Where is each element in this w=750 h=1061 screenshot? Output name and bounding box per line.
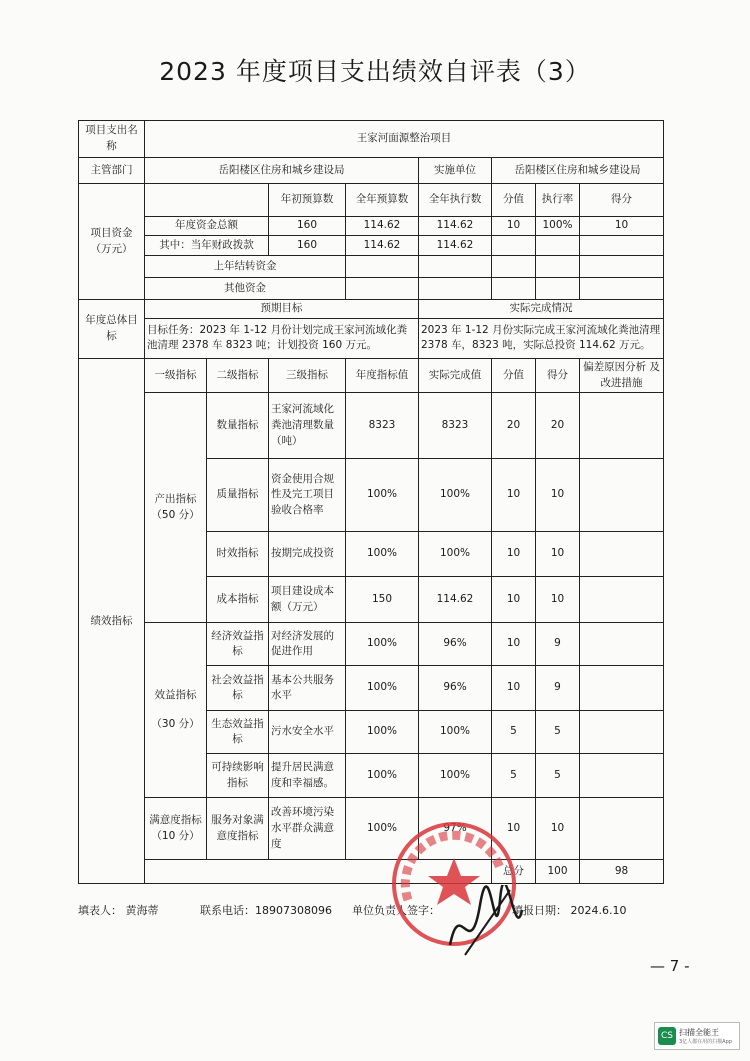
perf-l3: 资金使用合规性及完工项目验收合格率	[269, 459, 346, 532]
perf-score: 9	[536, 623, 580, 666]
funds-cell: 10	[492, 217, 536, 236]
perf-header: 得分	[536, 358, 580, 393]
phone: 联系电话：18907308096	[200, 904, 332, 917]
funds-header: 得分	[580, 184, 664, 217]
perf-weight: 10	[492, 666, 536, 711]
perf-score: 10	[536, 532, 580, 577]
perf-l2: 可持续影响指标	[207, 754, 269, 798]
funds-cell: 114.62	[346, 217, 419, 236]
perf-weight: 10	[492, 623, 536, 666]
perf-actual: 8323	[419, 393, 492, 459]
perf-actual: 97%	[419, 798, 492, 860]
goals-expected: 目标任务：2023 年 1-12 月份计划完成王家河流域化粪池清理 2378 车 8323 吨；计划投资 160 万元。	[145, 318, 419, 358]
perf-weight: 10	[492, 577, 536, 623]
perf-header: 实际完成值	[419, 358, 492, 393]
perf-l3: 改善环境污染水平群众满意度	[269, 798, 346, 860]
perf-target: 100%	[346, 711, 419, 754]
perf-score: 10	[536, 459, 580, 532]
perf-score: 10	[536, 577, 580, 623]
perf-l3: 基本公共服务水平	[269, 666, 346, 711]
filler: 填表人： 黄海蒂	[78, 904, 159, 917]
perf-header: 三级指标	[269, 358, 346, 393]
project-name: 王家河面源整治项目	[145, 121, 664, 158]
perf-label: 绩效指标	[79, 358, 145, 884]
perf-header: 偏差原因分析 及改进措施	[580, 358, 664, 393]
perf-l2: 质量指标	[207, 459, 269, 532]
handwritten-signature-icon	[440, 885, 530, 965]
perf-l3: 王家河流域化粪池清理数量（吨）	[269, 393, 346, 459]
watermark-subtext: 3亿人都在用的扫描App	[679, 1039, 732, 1045]
perf-score: 5	[536, 754, 580, 798]
perf-actual: 96%	[419, 623, 492, 666]
perf-l2: 数量指标	[207, 393, 269, 459]
dept-value: 岳阳楼区住房和城乡建设局	[145, 158, 419, 184]
fill-date: 填报日期： 2024.6.10	[512, 904, 627, 917]
funds-cell: 100%	[536, 217, 580, 236]
perf-l3: 污水安全水平	[269, 711, 346, 754]
funds-row-label: 其他资金	[145, 278, 346, 300]
perf-target: 100%	[346, 754, 419, 798]
perf-weight: 10	[492, 798, 536, 860]
scanner-watermark	[654, 1022, 740, 1050]
perf-actual: 100%	[419, 532, 492, 577]
funds-cell: 160	[269, 217, 346, 236]
perf-target: 8323	[346, 393, 419, 459]
footer	[0, 902, 750, 922]
funds-row-label: 年度资金总额	[145, 217, 269, 236]
perf-actual: 100%	[419, 459, 492, 532]
perf-target: 100%	[346, 532, 419, 577]
watermark-text: 扫描全能王	[679, 1028, 719, 1037]
perf-l3: 按期完成投资	[269, 532, 346, 577]
funds-row-label: 上年结转资金	[145, 256, 346, 278]
perf-l2: 成本指标	[207, 577, 269, 623]
goals-expected-header: 预期目标	[145, 300, 419, 319]
funds-cell: 114.62	[419, 217, 492, 236]
sat-group: 满意度指标 （10 分）	[145, 798, 207, 860]
funds-cell: 114.62	[419, 236, 492, 256]
funds-row-label: 其中：当年财政拨款	[145, 236, 269, 256]
funds-header: 执行率	[536, 184, 580, 217]
funds-cell: 10	[580, 217, 664, 236]
goals-actual-header: 实际完成情况	[419, 300, 664, 319]
perf-l3: 对经济发展的促进作用	[269, 623, 346, 666]
impl-value: 岳阳楼区住房和城乡建设局	[492, 158, 664, 184]
perf-header: 一级指标	[145, 358, 207, 393]
funds-cell: 114.62	[346, 236, 419, 256]
leader-signature-label: 单位负责人签字：	[352, 904, 440, 917]
perf-header: 分值	[492, 358, 536, 393]
perf-l2: 时效指标	[207, 532, 269, 577]
funds-header: 分值	[492, 184, 536, 217]
funds-header: 全年执行数	[419, 184, 492, 217]
perf-actual: 96%	[419, 666, 492, 711]
perf-weight: 5	[492, 754, 536, 798]
perf-actual: 114.62	[419, 577, 492, 623]
perf-score: 9	[536, 666, 580, 711]
funds-header: 年初预算数	[269, 184, 346, 217]
perf-weight: 10	[492, 459, 536, 532]
perf-target: 100%	[346, 459, 419, 532]
perf-score: 20	[536, 393, 580, 459]
perf-weight: 5	[492, 711, 536, 754]
perf-l2: 生态效益指标	[207, 711, 269, 754]
perf-l2: 服务对象满意度指标	[207, 798, 269, 860]
output-group: 产出指标 （50 分）	[145, 393, 207, 623]
perf-l3: 项目建设成本额（万元）	[269, 577, 346, 623]
perf-l2: 经济效益指标	[207, 623, 269, 666]
perf-l2: 社会效益指标	[207, 666, 269, 711]
perf-target: 100%	[346, 798, 419, 860]
dept-label: 主管部门	[79, 158, 145, 184]
perf-actual: 100%	[419, 754, 492, 798]
funds-label: 项目资金（万元）	[79, 184, 145, 300]
perf-l3: 提升居民满意度和幸福感。	[269, 754, 346, 798]
perf-actual: 100%	[419, 711, 492, 754]
perf-target: 150	[346, 577, 419, 623]
perf-target: 100%	[346, 623, 419, 666]
funds-cell: 160	[269, 236, 346, 256]
evaluation-table	[78, 120, 664, 884]
perf-header: 年度指标值	[346, 358, 419, 393]
page-title: 2023 年度项目支出绩效自评表（3）	[159, 57, 591, 86]
perf-header: 二级指标	[207, 358, 269, 393]
perf-weight: 10	[492, 532, 536, 577]
total-label: 总分	[492, 860, 536, 884]
benefit-group: 效益指标 （30 分）	[145, 623, 207, 798]
camscanner-logo-icon: CS	[658, 1027, 676, 1045]
page-number: — 7 -	[650, 957, 690, 975]
project-name-label: 项目支出名称	[79, 121, 145, 158]
funds-header: 全年预算数	[346, 184, 419, 217]
total-score: 98	[580, 860, 664, 884]
perf-target: 100%	[346, 666, 419, 711]
total-weight: 100	[536, 860, 580, 884]
perf-score: 5	[536, 711, 580, 754]
goals-label: 年度总体目标	[79, 300, 145, 359]
perf-weight: 20	[492, 393, 536, 459]
perf-score: 10	[536, 798, 580, 860]
impl-label: 实施单位	[419, 158, 492, 184]
goals-actual: 2023 年 1-12 月份实际完成王家河流域化粪池清理 2378 车，8323 吨，实际总投资 114.62 万元。	[419, 318, 664, 358]
